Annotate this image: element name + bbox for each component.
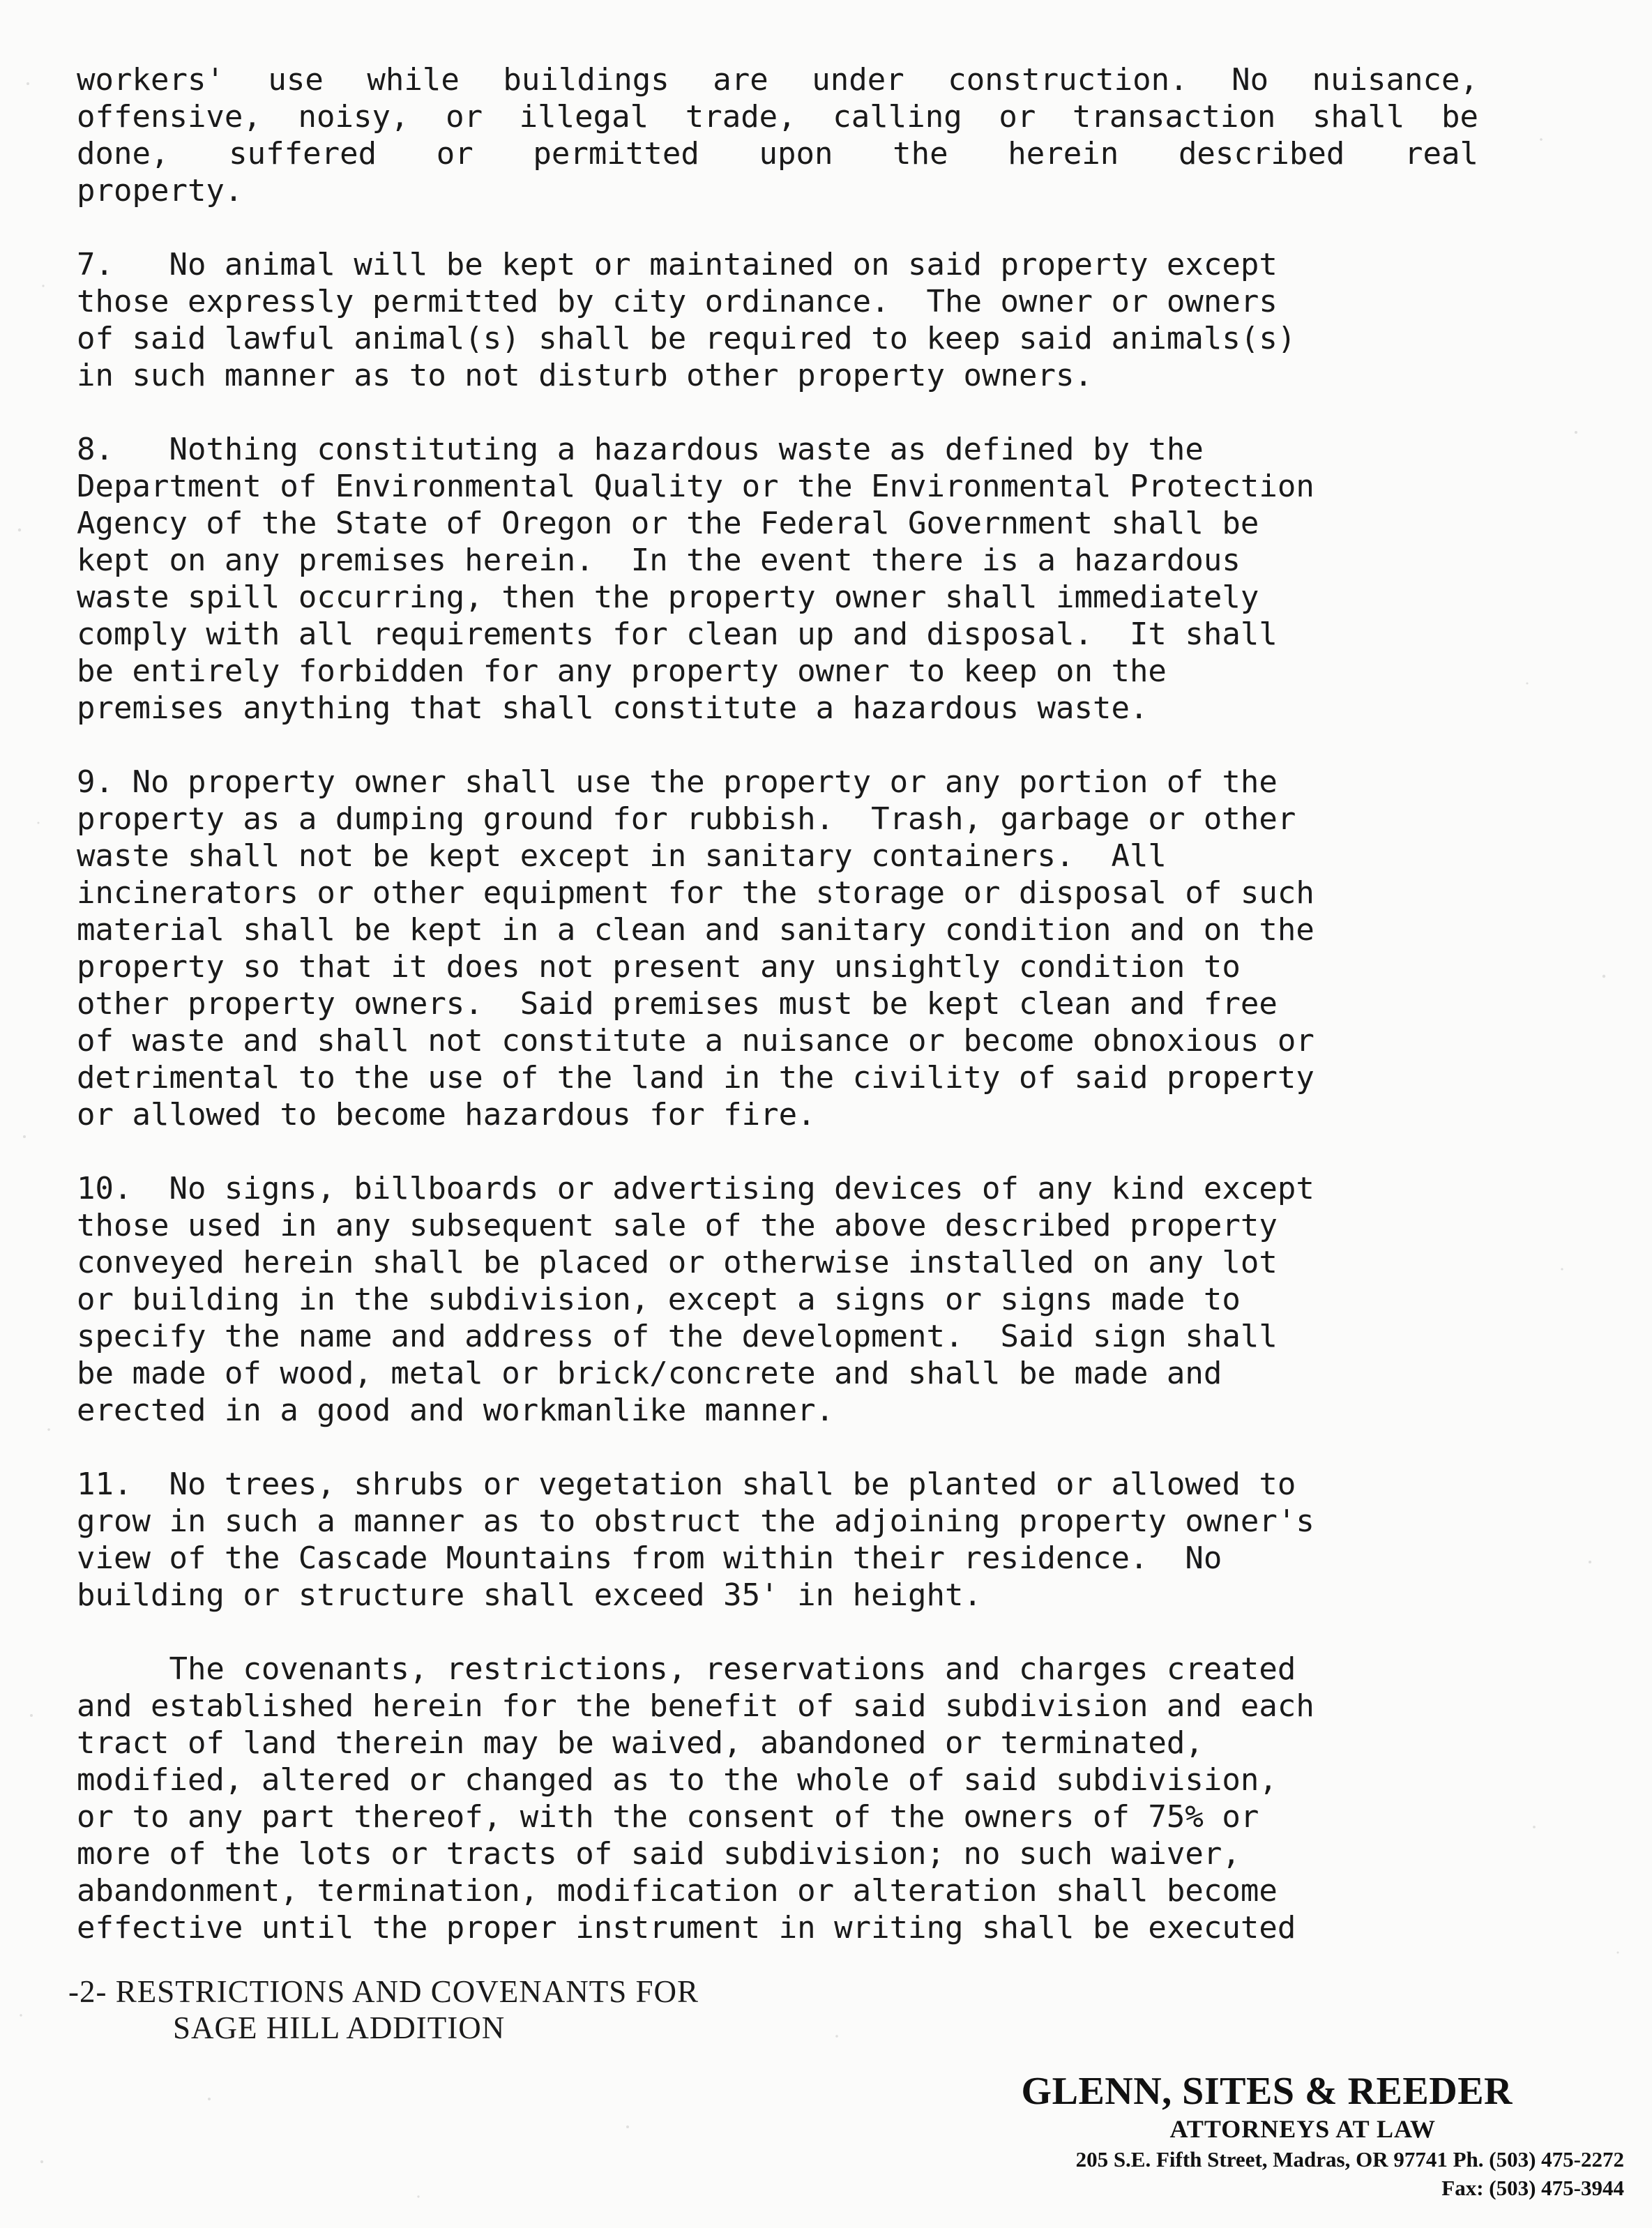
text-line: incinerators or other equipment for the storage or disposal of such [77,875,1314,911]
text-line: 10. No signs, billboards or advertising devices of any kind except [77,1171,1314,1206]
text-line: The covenants, restrictions, reservations and charges created [77,1651,1296,1687]
text-line: property so that it does not present any unsightly condition to [77,949,1241,985]
text-line: waste shall not be kept except in sanitary containers. All [77,838,1167,874]
text-line: other property owners. Said premises must be kept clean and free [77,986,1278,1022]
text-line: or building in the subdivision, except a signs or signs made to [77,1282,1241,1317]
text-line: workers' use while buildings are under construction. No nuisance, [77,62,1478,98]
text-line: 11. No trees, shrubs or vegetation shall be planted or allowed to [77,1467,1296,1502]
text-line: abandonment, termination, modification or alteration shall become [77,1873,1278,1909]
document-body [77,61,1478,1983]
text-line: modified, altered or changed as to the whole of said subdivision, [77,1762,1278,1798]
text-line: erected in a good and workmanlike manner. [77,1393,835,1428]
text-line: material shall be kept in a clean and sanitary condition and on the [77,912,1314,948]
paragraph-covenants [77,1651,1478,1946]
text-line: 9. No property owner shall use the property or any portion of the [77,764,1278,800]
text-line: effective until the proper instrument in writing shall be executed [77,1910,1296,1946]
text-line: detrimental to the use of the land in the civility of said property [77,1060,1314,1096]
text-line: building or structure shall exceed 35' in height. [77,1577,983,1613]
page-ref-line-1: -2- RESTRICTIONS AND COVENANTS FOR [68,1974,699,2009]
firm-name: GLENN, SITES & REEDER [1021,2070,1513,2113]
paragraph-10-signs [77,1170,1478,1429]
firm-fax: Fax: (503) 475-3944 [1441,2176,1624,2200]
law-firm-letterhead [822,2070,1624,2202]
text-line: done, suffered or permitted upon the herein described real [77,136,1478,172]
text-line: kept on any premises herein. In the event there is a hazardous [77,543,1241,578]
text-line: of said lawful animal(s) shall be required to keep said animals(s) [77,321,1296,356]
text-line: or allowed to become hazardous for fire. [77,1097,816,1132]
page-ref-line-2: SAGE HILL ADDITION [173,2010,506,2045]
text-line: Department of Environmental Quality or the Environmental Protection [77,469,1314,504]
paragraph-9-rubbish [77,764,1478,1133]
text-line: comply with all requirements for clean up and disposal. It shall [77,616,1278,652]
text-line: waste spill occurring, then the property owner shall immediately [77,579,1259,615]
text-line: tract of land therein may be waived, abandoned or terminated, [77,1725,1204,1761]
text-line: more of the lots or tracts of said subdivision; no such waiver, [77,1836,1241,1872]
text-line: property. [77,173,243,209]
text-line: or to any part thereof, with the consent of the owners of 75% or [77,1799,1259,1835]
text-line: be made of wood, metal or brick/concrete and shall be made and [77,1356,1222,1391]
text-line: those used in any subsequent sale of the above described property [77,1208,1278,1243]
page-footer-reference [68,1973,699,2046]
paragraph-8-hazardous-waste [77,431,1478,727]
firm-subtitle: ATTORNEYS AT LAW [1169,2115,1436,2143]
paragraph-11-vegetation [77,1466,1478,1614]
text-line: premises anything that shall constitute a hazardous waste. [77,690,1149,726]
text-line: specify the name and address of the development. Said sign shall [77,1319,1278,1354]
text-line: be entirely forbidden for any property owner to keep on the [77,653,1167,689]
text-line: and established herein for the benefit of said subdivision and each [77,1688,1314,1724]
paragraph-intro [77,61,1478,209]
firm-address: 205 S.E. Fifth Street, Madras, OR 97741 Ph. (503) 475-2272 [1075,2147,1624,2172]
text-line: view of the Cascade Mountains from within their residence. No [77,1540,1222,1576]
text-line: conveyed herein shall be placed or otherwise installed on any lot [77,1245,1278,1280]
text-line: property as a dumping ground for rubbish. Trash, garbage or other [77,801,1296,837]
text-line: 8. Nothing constituting a hazardous waste as defined by the [77,432,1204,467]
text-line: grow in such a manner as to obstruct the adjoining property owner's [77,1503,1314,1539]
text-line: those expressly permitted by city ordinance. The owner or owners [77,284,1278,319]
paragraph-7-animals [77,246,1478,394]
text-line: offensive, noisy, or illegal trade, calling or transaction shall be [77,99,1478,135]
text-line: of waste and shall not constitute a nuisance or become obnoxious or [77,1023,1314,1059]
text-line: Agency of the State of Oregon or the Federal Government shall be [77,506,1259,541]
text-line: in such manner as to not disturb other property owners. [77,358,1093,393]
text-line: 7. No animal will be kept or maintained on said property except [77,247,1278,282]
